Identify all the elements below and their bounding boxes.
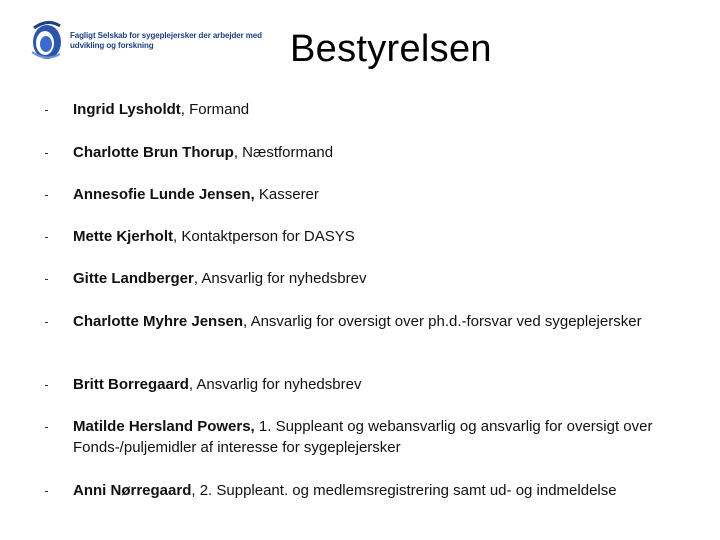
member-entry <box>73 416 673 458</box>
member-name: Anni Nørregaard <box>73 482 192 499</box>
member-name: Gitte Landberger <box>73 270 194 287</box>
member-separator: , <box>233 144 243 161</box>
member-name: Britt Borregaard <box>73 376 189 393</box>
member-name: Matilde Hersland Powers, <box>73 418 255 435</box>
bullet-marker <box>45 385 48 386</box>
member-name: Annesofie Lunde Jensen, <box>73 186 255 203</box>
logo-line-1: Fagligt Selskab for sygeplejersker der arbejder med <box>70 31 262 40</box>
member-role: Ansvarlig for nyhedsbrev <box>201 270 367 287</box>
member-entry <box>73 480 673 501</box>
bullet-marker <box>45 322 48 323</box>
member-name: Mette Kjerholt <box>73 228 174 245</box>
member-entry <box>73 226 673 247</box>
member-name: Charlotte Myhre Jensen <box>73 313 244 330</box>
bullet-marker <box>45 237 48 238</box>
member-entry <box>73 142 673 163</box>
member-role: Næstformand <box>242 144 334 161</box>
member-separator: , <box>191 482 200 499</box>
bullet-marker <box>45 195 48 196</box>
bullet-marker <box>45 279 48 280</box>
member-separator: , <box>180 101 190 118</box>
bullet-marker <box>45 427 48 428</box>
bullet-marker <box>45 110 48 111</box>
bullet-marker <box>45 491 48 492</box>
member-name: Charlotte Brun Thorup <box>73 144 234 161</box>
member-name: Ingrid Lysholdt <box>73 101 181 118</box>
member-entry <box>73 99 673 120</box>
member-entry <box>73 268 673 289</box>
member-role: Ansvarlig for nyhedsbrev <box>196 376 362 393</box>
member-role: Formand <box>189 101 250 118</box>
member-role: Kasserer <box>258 186 319 203</box>
member-entry <box>73 311 673 332</box>
page-title: Bestyrelsen <box>290 28 492 70</box>
member-separator: , <box>173 228 182 245</box>
member-separator: , <box>243 313 251 330</box>
member-role: 2. Suppleant. og medlemsregistrering samt ud- og indmeldelse <box>199 482 617 499</box>
logo-line-2: udvikling og forskning <box>70 41 154 50</box>
member-role: 1. Suppleant og webansvarlig og ansvarlig for oversigt over Fonds-/puljemidler af interesse for sygeplejersker <box>73 418 653 456</box>
member-separator: , <box>193 270 202 287</box>
member-entry <box>73 184 673 205</box>
member-entry <box>73 374 673 395</box>
member-role: Ansvarlig for oversigt over ph.d.-forsvar ved sygeplejersker <box>250 313 642 330</box>
bullet-marker <box>45 153 48 154</box>
member-separator: , <box>188 376 197 393</box>
member-role: Kontaktperson for DASYS <box>181 228 355 245</box>
